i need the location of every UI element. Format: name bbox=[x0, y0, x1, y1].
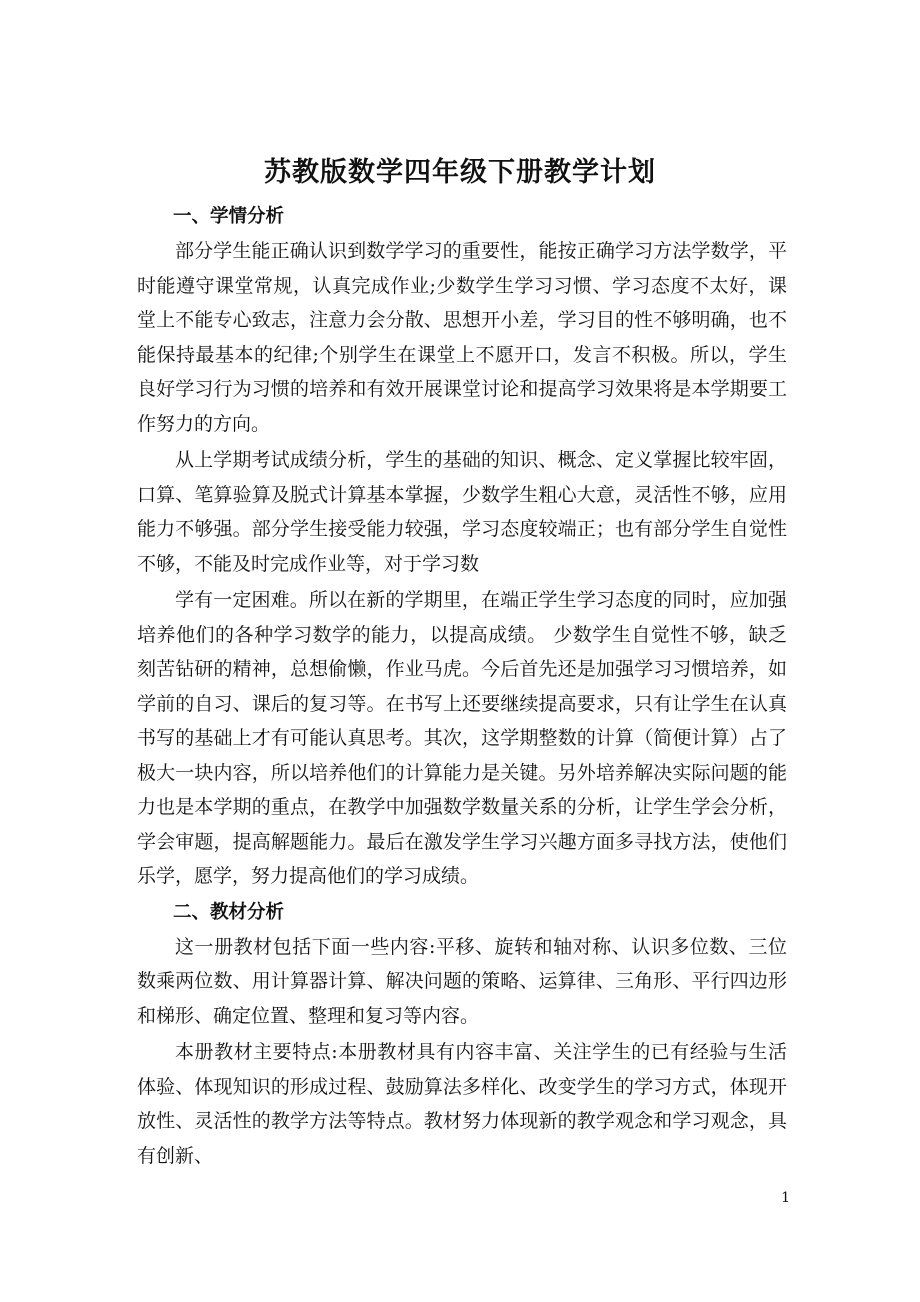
paragraph: 学有一定困难。所以在新的学期里，在端正学生学习态度的同时，应加强培养他们的各种学习数学的能力，以提高成绩。 少数学生自觉性不够，缺乏刻苦钻研的精神，总想偷懒，作业马虎。今后首先还是加强学习习惯培养，如学前的自习、课后的复习等。在书写上还要继续提高要求，只有让学生在认真书写的基础上才有可能认真思考。其次，这学期整数的计算（简便计算）占了极大一块内容，所以培养他们的计算能力是关键。另外培养解决实际问题的能力也是本学期的重点，在教学中加强数学数量关系的分析，让学生学会分析，学会审题，提高解题能力。最后在激发学生学习兴趣方面多寻找方法，使他们乐学，愿学，努力提高他们的学习成绩。 bbox=[137, 589, 787, 887]
paragraph: 这一册教材包括下面一些内容:平移、旋转和轴对称、认识多位数、三位数乘两位数、用计算器计算、解决问题的策略、运算律、三角形、平行四边形和梯形、确定位置、整理和复习等内容。 bbox=[137, 935, 787, 1027]
paragraph: 本册教材主要特点:本册教材具有内容丰富、关注学生的已有经验与生活体验、体现知识的形成过程、鼓励算法多样化、改变学生的学习方式，体现开放性、灵活性的教学方法等特点。教材努力体现新的教学观念和学习观念，具有创新、 bbox=[137, 1041, 787, 1167]
document-title: 苏教版数学四年级下册教学计划 bbox=[264, 157, 656, 188]
section-heading-textbook-analysis: 二、教材分析 bbox=[173, 901, 285, 923]
page-number: 1 bbox=[781, 1190, 790, 1206]
section-heading-learning-analysis: 一、学情分析 bbox=[173, 206, 285, 227]
paragraph: 从上学期考试成绩分析，学生的基础的知识、概念、定义掌握比较牢固，口算、笔算验算及脱式计算基本掌握，少数学生粗心大意，灵活性不够，应用能力不够强。部分学生接受能力较强，学习态度较端正；也有部分学生自觉性不够，不能及时完成作业等，对于学习数 bbox=[137, 449, 787, 575]
document-body bbox=[137, 200, 787, 1173]
paragraph: 部分学生能正确认识到数学学习的重要性，能按正确学习方法学数学，平时能遵守课堂常规，认真完成作业;少数学生学习习惯、学习态度不太好，课堂上不能专心致志，注意力会分散、思想开小差，学习目的性不够明确，也不能保持最基本的纪律;个别学生在课堂上不愿开口，发言不积极。所以，学生良好学习行为习惯的培养和有效开展课堂讨论和提高学习效果将是本学期要工作努力的方向。 bbox=[137, 240, 787, 435]
